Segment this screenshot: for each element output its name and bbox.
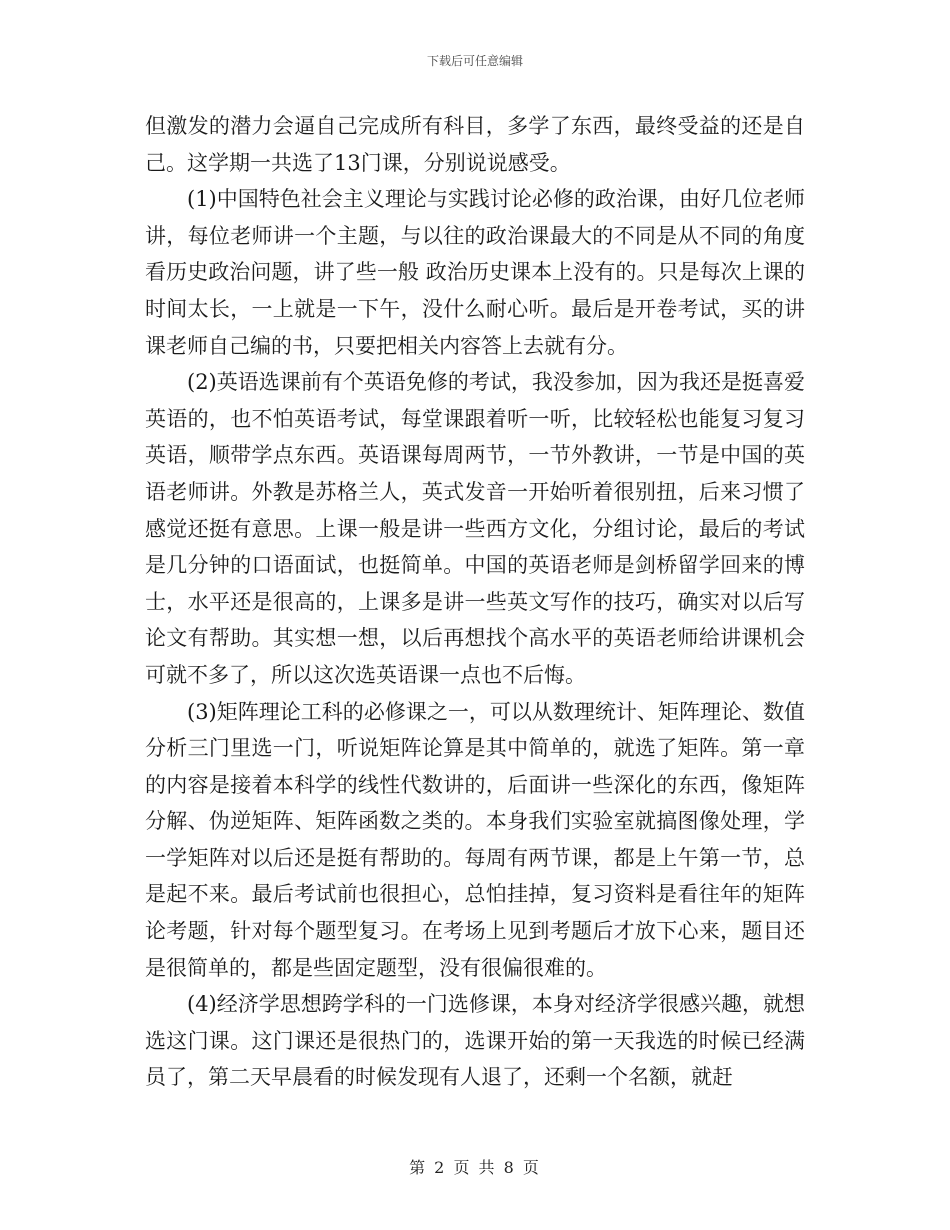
paragraph-item-3: (3)矩阵理论工科的必修课之一，可以从数理统计、矩阵理论、数值分析三门里选一门，听说矩阵论算是其中简单的，就选了矩阵。第一章的内容是接着本科学的线性代数讲的，后面讲一些深化的东西，像矩阵分解、伪逆矩阵、矩阵函数之类的。本身我们实验室就搞图像处理，学一学矩阵对以后还是挺有帮助的。每周有两节课，都是上午第一节，总是起不来。最后考试前也很担心，总怕挂掉，复习资料是看往年的矩阵论考题，针对每个题型复习。在考场上见到考题后才放下心来，题目还是很简单的，都是些固定题型，没有很偏很难的。 — [145, 699, 805, 980]
paragraph-item-4: (4)经济学思想跨学科的一门选修课，本身对经济学很感兴趣，就想选这门课。这门课还是很热门的，选课开始的第一天我选的时候已经满员了，第二天早晨看的时候发现有人退了，还剩一个名额，就赶 — [145, 992, 805, 1090]
document-body — [145, 108, 805, 1096]
page-header-note: 下载后可任意编辑 — [426, 54, 523, 68]
page-number: 第 2 页 共 8 页 — [409, 1158, 541, 1177]
paragraph-item-1: (1)中国特色社会主义理论与实践讨论必修的政治课，由好几位老师讲，每位老师讲一个主题，与以往的政治课最大的不同是从不同的角度看历史政治问题，讲了些一般 政治历史课本上没有的。只是每次上课的时间太长，一上就是一下午，没什么耐心听。最后是开卷考试，买的讲课老师自己编的书，只要把相关内容答上去就有分。 — [145, 187, 805, 358]
paragraph-item-2: (2)英语选课前有个英语免修的考试，我没参加，因为我还是挺喜爱英语的，也不怕英语考试，每堂课跟着听一听，比较轻松也能复习复习 英语，顺带学点东西。英语课每周两节，一节外教讲，一节是中国的英语老师讲。外教是苏格兰人，英式发音一开始听着很别扭，后来习惯了感觉还挺有意思。上课一般是讲一些西方文化，分组讨论，最后的考试是几分钟的口语面试，也挺简单。中国的英语老师是剑桥留学回来的博士，水平还是很高的，上课多是讲一些英文写作的技巧，确实对以后写论文有帮助。其实想一想，以后再想找个高水平的英语老师给讲课机会可就不多了，所以这次选英语课一点也不后悔。 — [145, 370, 805, 687]
paragraph-intro: 但激发的潜力会逼自己完成所有科目，多学了东西，最终受益的还是自己。这学期一共选了13门课，分别说说感受。 — [145, 114, 805, 175]
